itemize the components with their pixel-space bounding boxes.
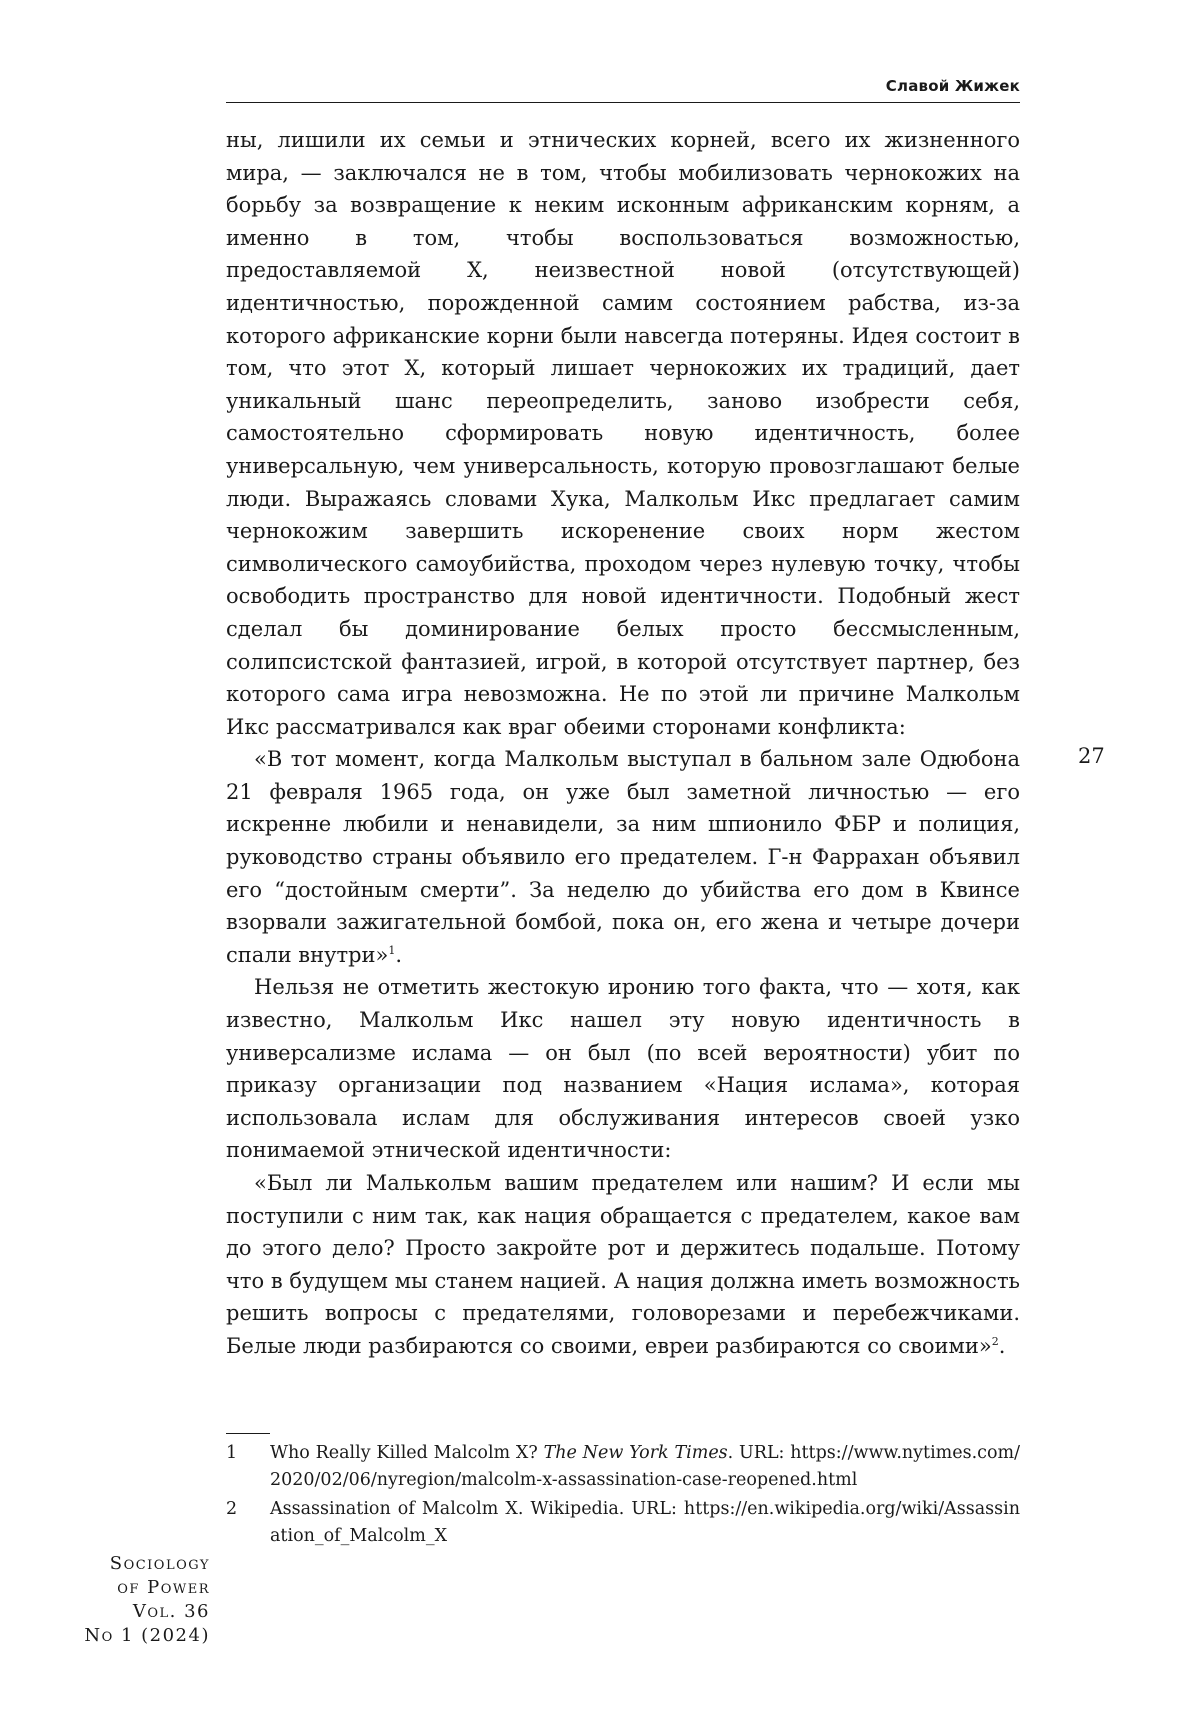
footnote-2-text[interactable]: Assassination of Malcolm X. Wikipedia. URL: https://en.wikipedia.org/wiki/Assassination_of_Malcolm_X	[270, 1496, 1020, 1550]
quote-1	[226, 743, 1020, 971]
quote-2	[226, 1167, 1020, 1363]
footnotes	[226, 1440, 1020, 1552]
footnote-ref-1[interactable]: 1	[388, 944, 395, 957]
footnote-number: 2	[226, 1496, 270, 1550]
journal-title-line-2: of Power	[60, 1576, 210, 1600]
journal-issue: No 1 (2024)	[60, 1624, 210, 1648]
footnote-1-url[interactable]: . URL: https://www.nytimes.com/2020/02/06/nyregion/malcolm-x-assassination-case-reopened.html	[270, 1443, 1020, 1490]
footnote-1-title: Who Really Killed Malcolm X?	[270, 1443, 544, 1463]
footnote-1	[226, 1440, 1020, 1494]
quote-1-text: «В тот момент, когда Малкольм выступал в бальном зале Одюбона 21 февраля 1965 года, он уже был заметной личностью — его искренне любили и ненавидели, за ним шпионило ФБР и полиция, руководство страны объявило его предателем. Г-н Фаррахан объявил его “достойным смерти”. За неделю до убийства его дом в Квинсе взорвали зажигательной бомбой, пока он, его жена и четыре дочери спали внутри»	[226, 747, 1020, 967]
paragraph-2: Нельзя не отметить жестокую иронию того факта, что — хотя, как известно, Малкольм Икс нашел эту новую идентичность в универсализме ислама — он был (по всей вероятности) убит по приказу организации под названием «Нация ислама», которая использовала ислам для обслуживания интересов своей узко понимаемой этнической идентичности:	[226, 971, 1020, 1167]
header-author: Славой Жижек	[886, 77, 1020, 95]
journal-title-line-1: Sociology	[60, 1552, 210, 1576]
footnote-text	[270, 1440, 1020, 1494]
quote-2-text: «Был ли Малькольм вашим предателем или нашим? И если мы поступили с ним так, как нация обращается с предателем, какое вам до этого дело? Просто закройте рот и держитесь подальше. Потому что в будущем мы станем нацией. А нация должна иметь возможность решить вопросы с предателями, головорезами и перебежчиками. Белые люди разбираются со своими, евреи разбираются со своими»	[226, 1171, 1020, 1358]
journal-info	[60, 1552, 210, 1648]
paragraph-1: ны, лишили их семьи и этнических корней, всего их жизненного мира, — заключался не в том, чтобы мобилизовать чернокожих на борьбу за возвращение к неким исконным африканским корням, а именно в том, чтобы воспользоваться возможностью, предоставляемой X, неизвестной новой (отсутствующей) идентичностью, порожденной самим состоянием рабства, из-за которого африканские корни были навсегда потеряны. Идея состоит в том, что этот X, который лишает чернокожих их традиций, дает уникальный шанс переопределить, заново изобрести себя, самостоятельно сформировать новую идентичность, более универсальную, чем универсальность, которую провозглашают белые люди. Выражаясь словами Хука, Малкольм Икс предлагает самим чернокожим завершить искоренение своих норм жестом символического самоубийства, проходом через нулевую точку, чтобы освободить пространство для новой идентичности. Подобный жест сделал бы доминирование белых просто бессмысленным, солипсистской фантазией, игрой, в которой отсутствует партнер, без которого сама игра невозможна. Не по этой ли причине Малкольм Икс рассматривался как враг обеими сторонами конфликта:	[226, 124, 1020, 743]
running-header	[226, 74, 1020, 103]
page-number: 27	[1078, 744, 1105, 768]
footnote-number: 1	[226, 1440, 270, 1494]
main-text	[226, 124, 1020, 1363]
footnote-ref-2[interactable]: 2	[992, 1335, 999, 1348]
quote-1-end: .	[395, 943, 402, 967]
footnote-1-source: The New York Times	[544, 1443, 728, 1463]
journal-volume: Vol. 36	[60, 1600, 210, 1624]
footnote-2	[226, 1496, 1020, 1550]
footnote-divider	[226, 1433, 270, 1434]
quote-2-end: .	[999, 1334, 1006, 1358]
